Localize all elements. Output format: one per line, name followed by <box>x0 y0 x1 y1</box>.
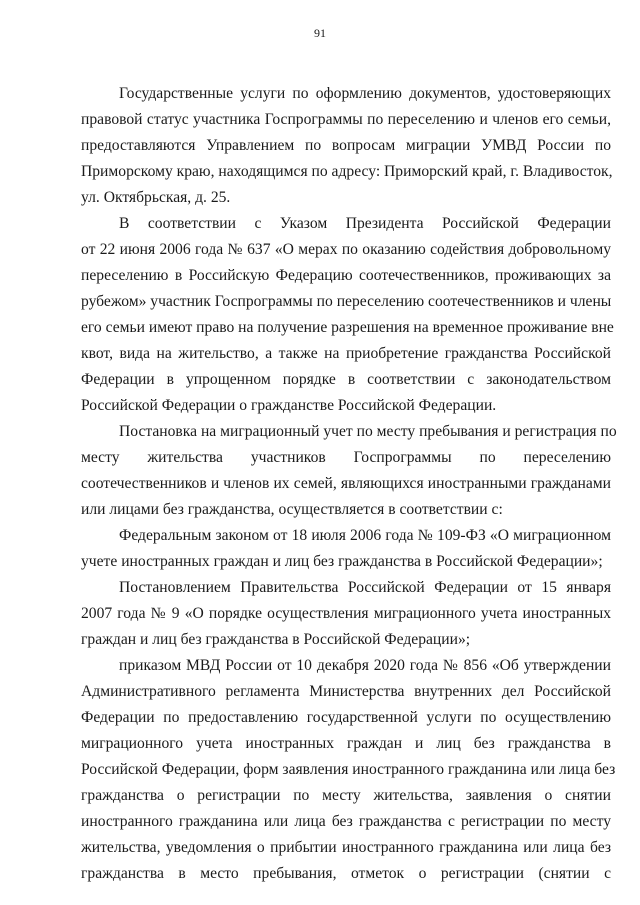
text-line: или лицами без гражданства, осуществляется в соответствии с: <box>81 501 503 518</box>
text-line: приказом МВД России от 10 декабря 2020 года № 856 «Об утверждении <box>119 657 611 674</box>
text-line: Постановлением Правительства Российской Федерации от 15 января <box>119 579 611 596</box>
text-line: граждан и лиц без гражданства в Российской Федерации»; <box>81 631 471 648</box>
text-line: месту жительства участников Госпрограммы по переселению <box>81 449 611 466</box>
text-line: гражданства в место пребывания, отметок о регистрации (снятии с <box>81 865 611 882</box>
text-line: Постановка на миграционный учет по месту пребывания и регистрация по <box>119 423 617 440</box>
text-line: переселению в Российскую Федерацию соотечественников, проживающих за <box>81 267 611 284</box>
text-line: учете иностранных граждан и лиц без гражданства в Российской Федерации»; <box>81 553 603 570</box>
text-line: рубежом» участник Госпрограммы по переселению соотечественников и члены <box>81 293 612 310</box>
text-line: его семьи имеют право на получение разрешения на временное проживание вне <box>81 319 614 336</box>
text-line: гражданства о регистрации по месту жительства, заявления о снятии <box>81 787 611 804</box>
text-line: правовой статус участника Госпрограммы по переселению и членов его семьи, <box>81 111 611 128</box>
text-line: от 22 июня 2006 года № 637 «О мерах по оказанию содействия добровольному <box>81 241 611 258</box>
text-line: предоставляются Управлением по вопросам миграции УМВД России по <box>81 137 611 154</box>
text-line: жительства, уведомления о прибытии иностранного гражданина или лица без <box>81 839 611 856</box>
text-line: Российской Федерации, форм заявления иностранного гражданина или лица без <box>81 761 616 778</box>
text-line: Федерации в упрощенном порядке в соответствии с законодательством <box>81 371 611 388</box>
text-line: квот, вида на жительство, а также на приобретение гражданства Российской <box>81 345 611 362</box>
text-line: иностранного гражданина или лица без гражданства с регистрации по месту <box>81 813 611 830</box>
text-line: миграционного учета иностранных граждан и лиц без гражданства в <box>81 735 611 752</box>
text-line: В соответствии с Указом Президента Российской Федерации <box>119 215 611 232</box>
text-line: 2007 года № 9 «О порядке осуществления миграционного учета иностранных <box>81 605 611 622</box>
text-line: Административного регламента Министерства внутренних дел Российской <box>81 683 611 700</box>
text-line: ул. Октябрьская, д. 25. <box>81 189 231 206</box>
text-line: Государственные услуги по оформлению документов, удостоверяющих <box>119 85 611 102</box>
text-line: соотечественников и членов их семей, являющихся иностранными гражданами <box>81 475 611 492</box>
text-line: Федеральным законом от 18 июля 2006 года № 109-ФЗ «О миграционном <box>119 527 611 544</box>
text-line: Российской Федерации о гражданстве Российской Федерации. <box>81 397 497 414</box>
text-line: Приморскому краю, находящимся по адресу: Приморский край, г. Владивосток, <box>81 163 613 180</box>
text-line: Федерации по предоставлению государственной услуги по осуществлению <box>81 709 611 726</box>
page-number: 91 <box>314 26 326 40</box>
